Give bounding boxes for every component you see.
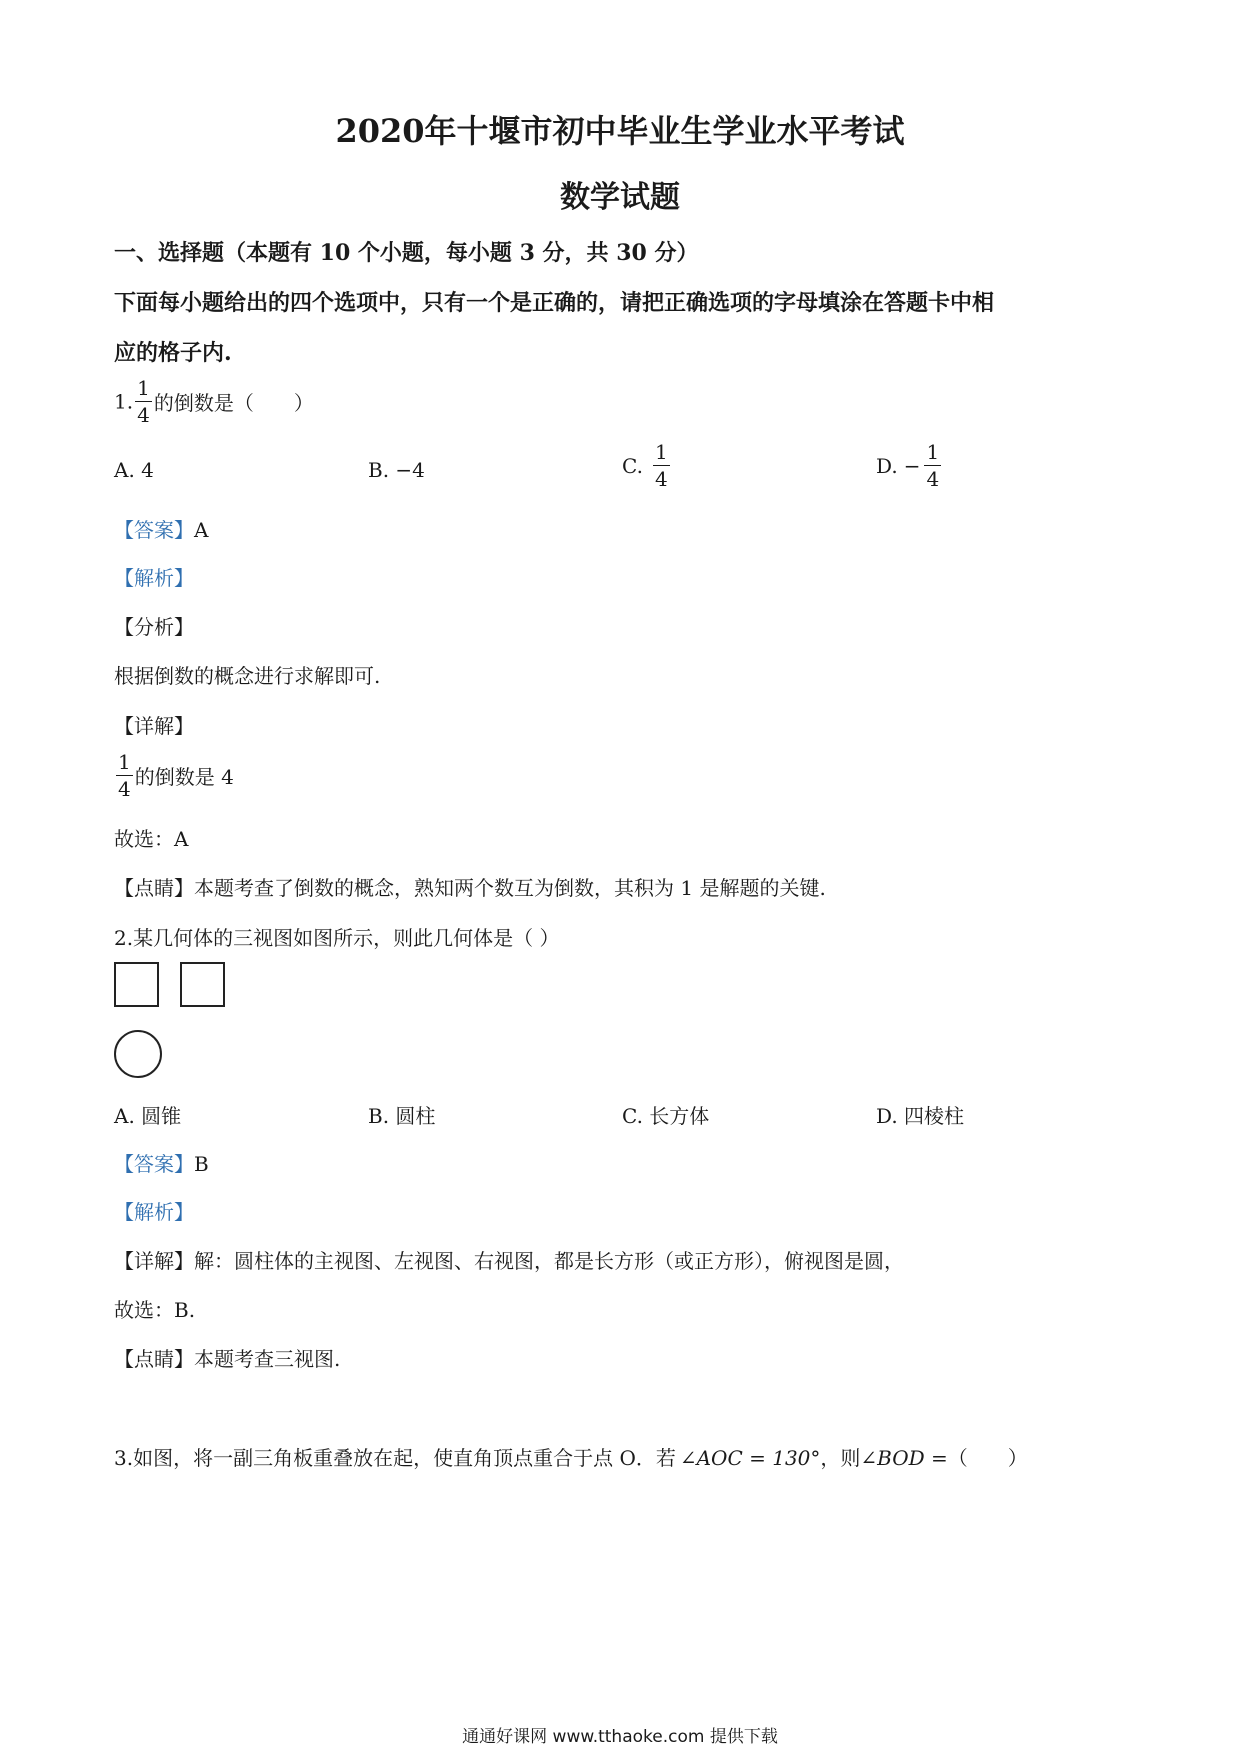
- q2-option-c: C. 长方体: [622, 1104, 710, 1128]
- q2-option-d: D. 四棱柱: [876, 1104, 965, 1128]
- q3-stem-part1: 3.如图，将一副三角板重叠放在起，使直角顶点重合于点 O．若: [114, 1446, 676, 1470]
- q1-answer-tag: 【答案】: [114, 518, 194, 542]
- q1-detail-text: 的倒数是 4: [134, 765, 234, 789]
- q1-stem-text: 的倒数是（ ）: [153, 391, 314, 415]
- q2-stem: 2.某几何体的三视图如图所示，则此几何体是（ ）: [114, 926, 560, 950]
- q1-detail-num: 1: [118, 750, 131, 774]
- q1-option-d-sign: −: [903, 453, 921, 478]
- q3-stem: [114, 1442, 1028, 1471]
- section-instruction-line2: 应的格子内.: [114, 340, 232, 366]
- q2-choose: 故选：B.: [114, 1298, 196, 1322]
- q2-option-a: A. 圆锥: [114, 1104, 182, 1128]
- q2-detail-text: 解：圆柱体的主视图、左视图、右视图，都是长方形（或正方形），俯视图是圆，: [194, 1249, 904, 1273]
- q1-frac-den: 4: [137, 403, 150, 427]
- q1-fenxi-tag: 【分析】: [114, 615, 194, 639]
- page-subtitle: 数学试题: [560, 180, 680, 215]
- q1-option-d-den: 4: [926, 467, 940, 491]
- q1-option-c-num: 1: [654, 440, 668, 464]
- q1-option-d-label: D.: [876, 453, 898, 478]
- q3-angle-bod: ∠BOD =: [860, 1446, 948, 1470]
- page-title: 2020年十堰市初中毕业生学业水平考试: [335, 112, 905, 150]
- q2-comment: [114, 1343, 340, 1372]
- q1-detail: [114, 752, 234, 799]
- q1-fraction: [135, 378, 152, 425]
- q2-side-view-square: [180, 962, 225, 1007]
- q1-answer: [114, 514, 208, 543]
- q1-option-c-fraction: [653, 442, 670, 489]
- q1-option-c-label: C.: [622, 453, 643, 478]
- q2-front-view-square: [114, 962, 159, 1007]
- q2-comment-tag: 【点睛】: [114, 1347, 194, 1371]
- q1-comment-tag: 【点睛】: [114, 876, 194, 900]
- q1-option-c: [622, 442, 672, 489]
- q2-top-view-circle: [114, 1030, 162, 1078]
- q1-analysis-tag: 【解析】: [114, 566, 194, 590]
- q2-answer: [114, 1148, 209, 1177]
- q2-detail: [114, 1245, 904, 1274]
- q3-angle-aoc: ∠AOC = 130°: [679, 1446, 821, 1470]
- section-instruction-line1: 下面每小题给出的四个选项中，只有一个是正确的，请把正确选项的字母填涂在答题卡中相: [114, 290, 995, 316]
- q3-stem-part3: （ ）: [947, 1446, 1028, 1470]
- q1-stem: [114, 378, 314, 425]
- q2-comment-text: 本题考查三视图.: [194, 1347, 341, 1371]
- q2-detail-tag: 【详解】: [114, 1249, 194, 1273]
- q2-answer-value: B: [194, 1152, 209, 1176]
- q1-frac-num: 1: [137, 376, 150, 400]
- q1-detail-fraction: [116, 752, 133, 799]
- q1-comment-text: 本题考查了倒数的概念，熟知两个数互为倒数，其积为 1 是解题的关键.: [194, 876, 826, 900]
- q1-comment: [114, 872, 826, 901]
- q2-option-b: B. 圆柱: [368, 1104, 436, 1128]
- q2-analysis-tag: 【解析】: [114, 1200, 194, 1224]
- q1-detail-den: 4: [118, 777, 131, 801]
- q1-option-c-den: 4: [654, 467, 668, 491]
- q1-option-d-fraction: [924, 442, 941, 489]
- footer-text: 通通好课网 www.tthaoke.com 提供下载: [462, 1727, 778, 1747]
- q1-option-d: [876, 442, 943, 489]
- q1-choose: 故选：A: [114, 827, 189, 851]
- q2-answer-tag: 【答案】: [114, 1152, 194, 1176]
- q1-number: 1.: [114, 389, 134, 414]
- q1-fenxi-text: 根据倒数的概念进行求解即可.: [114, 664, 381, 688]
- section-heading: 一、选择题（本题有 10 个小题，每小题 3 分，共 30 分）: [114, 240, 699, 266]
- q1-answer-value: A: [194, 518, 209, 542]
- q1-option-d-num: 1: [926, 440, 940, 464]
- q1-option-a: A. 4: [114, 458, 154, 482]
- q3-stem-part2: ，则: [820, 1446, 861, 1470]
- q1-detail-tag: 【详解】: [114, 714, 194, 738]
- q1-option-b: B. −4: [368, 458, 425, 482]
